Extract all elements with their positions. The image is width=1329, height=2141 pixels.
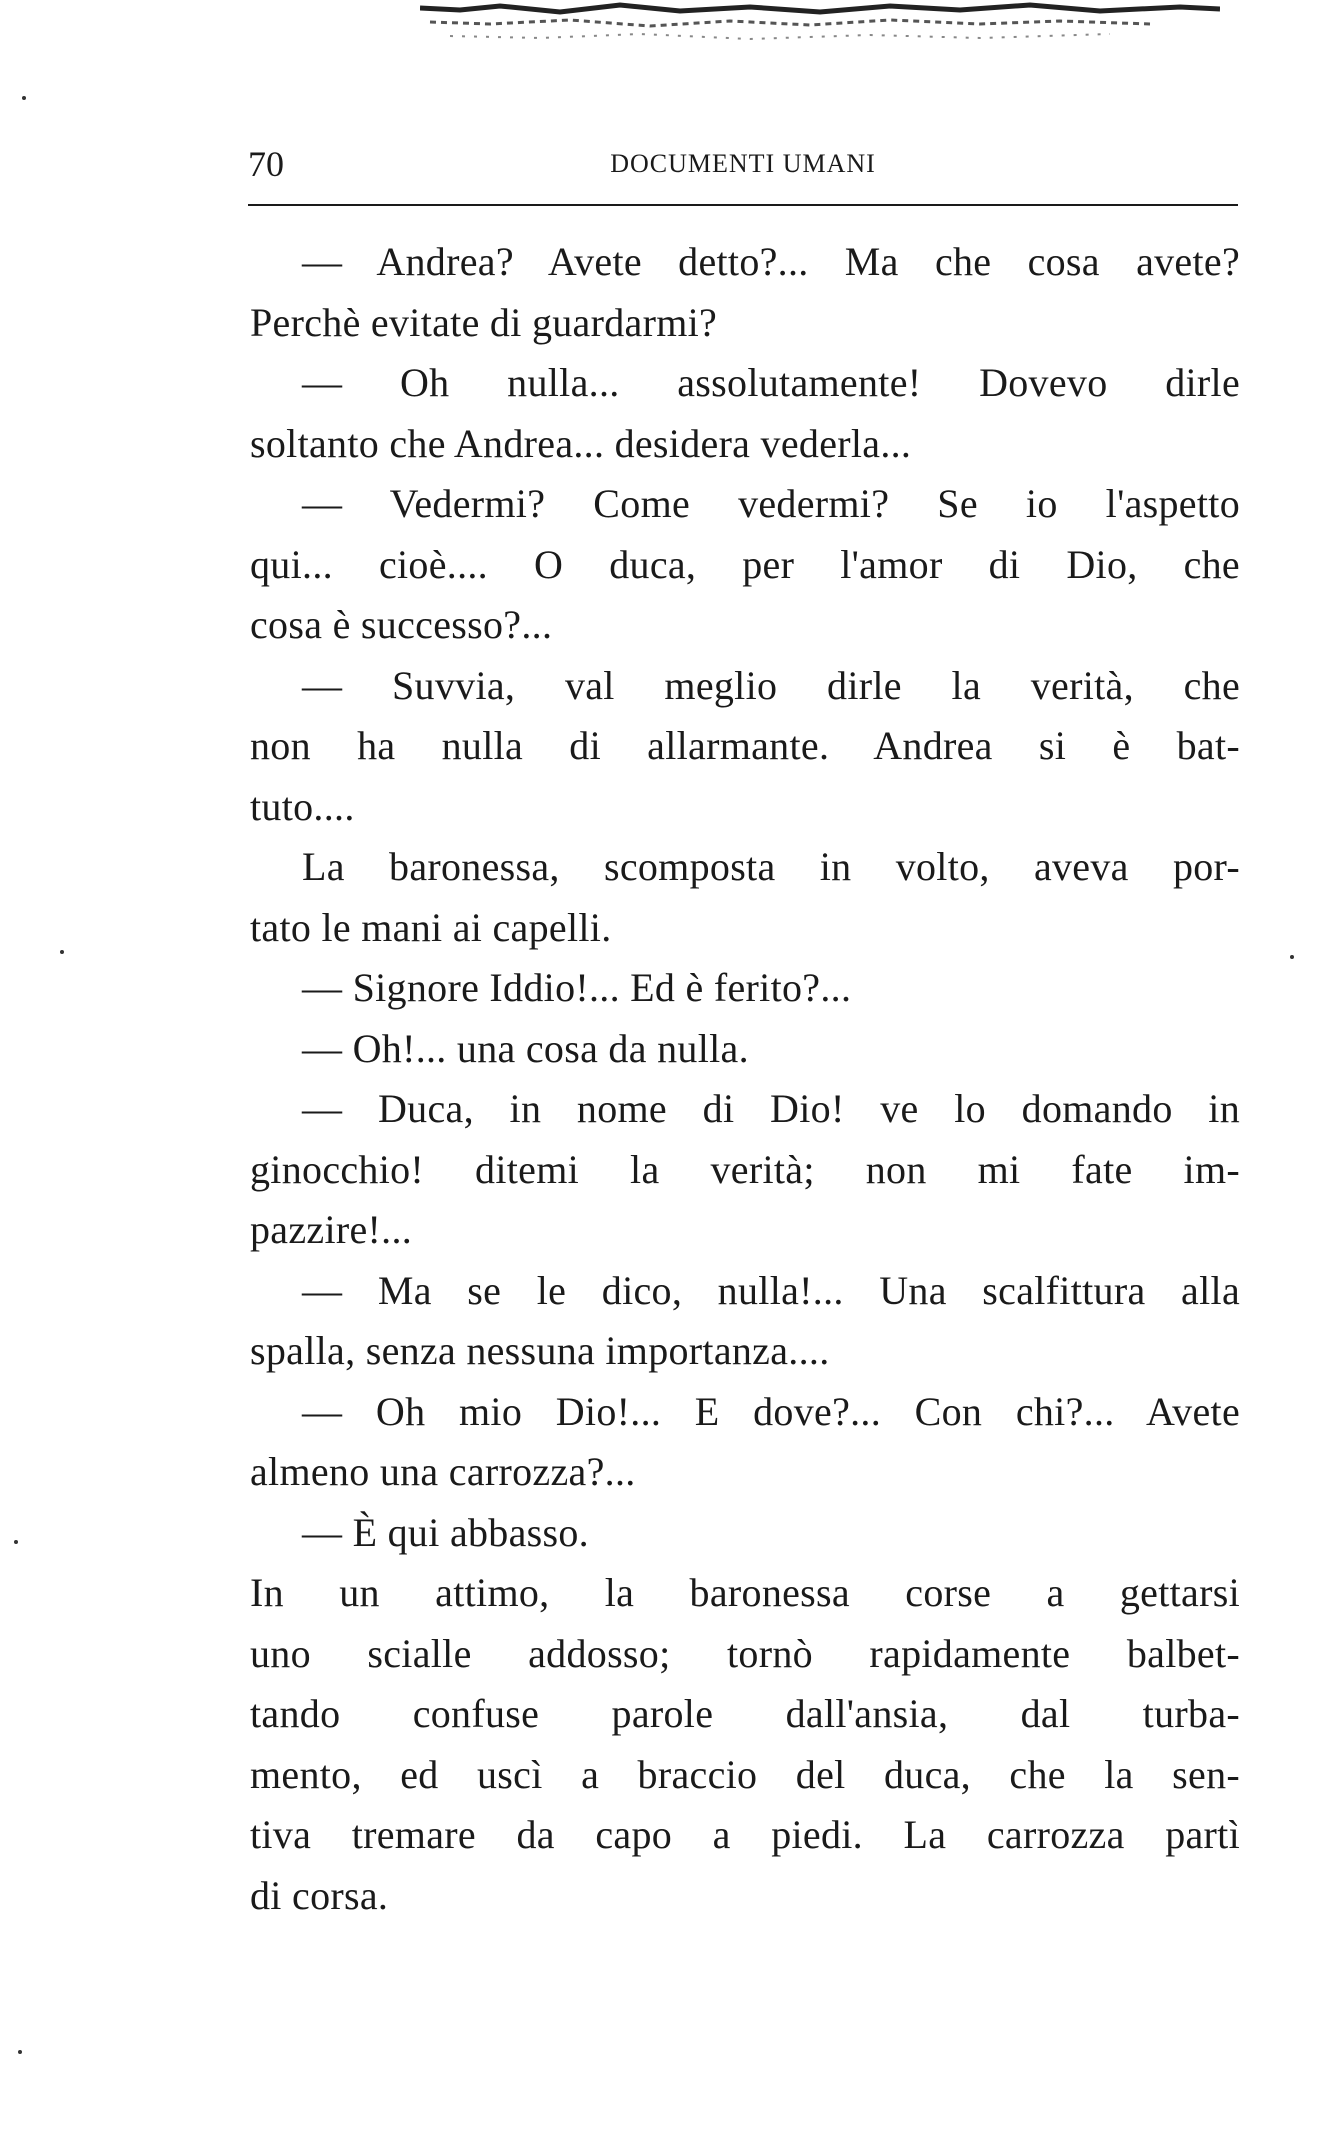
text-line: — Ma se le dico, nulla!... Una scalfittura alla: [302, 1267, 1240, 1313]
text-line: — Oh!... una cosa da nulla.: [302, 1025, 749, 1071]
running-title: DOCUMENTI UMANI: [610, 149, 876, 178]
page-number: 70: [248, 144, 284, 184]
text-line: uno scialle addosso; tornò rapidamente balbet-: [250, 1630, 1240, 1676]
text-line: tando confuse parole dall'ansia, dal turba-: [250, 1691, 1240, 1736]
text-line: — Oh nulla... assolutamente! Dovevo dirle: [302, 360, 1240, 405]
text-line: — È qui abbasso.: [302, 1509, 589, 1555]
scan-speck: [18, 2050, 22, 2054]
text-line: soltanto che Andrea... desidera vederla...: [250, 420, 912, 466]
body-text: [250, 232, 1240, 1926]
text-line: cosa è successo?...: [250, 602, 553, 647]
text-line: — Andrea? Avete detto?... Ma che cosa avete?: [302, 239, 1240, 284]
text-line: — Signore Iddio!... Ed è ferito?...: [302, 965, 852, 1010]
text-line: qui... cioè.... O duca, per l'amor di Dio, che: [250, 541, 1240, 587]
text-line: tuto....: [250, 783, 355, 829]
text-line: spalla, senza nessuna importanza....: [250, 1328, 830, 1373]
text-line: — Vedermi? Come vedermi? Se io l'aspetto: [302, 481, 1240, 526]
text-line: mento, ed uscì a braccio del duca, che la sen-: [250, 1751, 1240, 1797]
text-line: pazzire!...: [250, 1207, 413, 1252]
scan-speck: [22, 96, 26, 100]
header-rule: [248, 204, 1238, 206]
text-line: tiva tremare da capo a piedi. La carrozza partì: [250, 1812, 1240, 1857]
text-line: Perchè evitate di guardarmi?: [250, 299, 718, 345]
text-line: In un attimo, la baronessa corse a gettarsi: [250, 1570, 1240, 1615]
text-line: — Oh mio Dio!... E dove?... Con chi?... Avete: [302, 1388, 1240, 1434]
text-line: ginocchio! ditemi la verità; non mi fate im-: [250, 1146, 1240, 1192]
scan-speck: [14, 1540, 18, 1544]
text-line: La baronessa, scomposta in volto, aveva por-: [302, 844, 1240, 889]
text-line: tato le mani ai capelli.: [250, 904, 612, 950]
text-line: almeno una carrozza?...: [250, 1449, 636, 1494]
page-header: [248, 140, 1238, 188]
text-line: — Suvvia, val meglio dirle la verità, che: [302, 662, 1240, 708]
scan-noise-top: [420, 0, 1220, 48]
scan-speck: [1290, 955, 1294, 959]
text-line: — Duca, in nome di Dio! ve lo domando in: [302, 1086, 1240, 1131]
text-line: non ha nulla di allarmante. Andrea si è bat-: [250, 723, 1240, 768]
text-line: di corsa.: [250, 1872, 389, 1918]
scan-speck: [60, 950, 64, 954]
